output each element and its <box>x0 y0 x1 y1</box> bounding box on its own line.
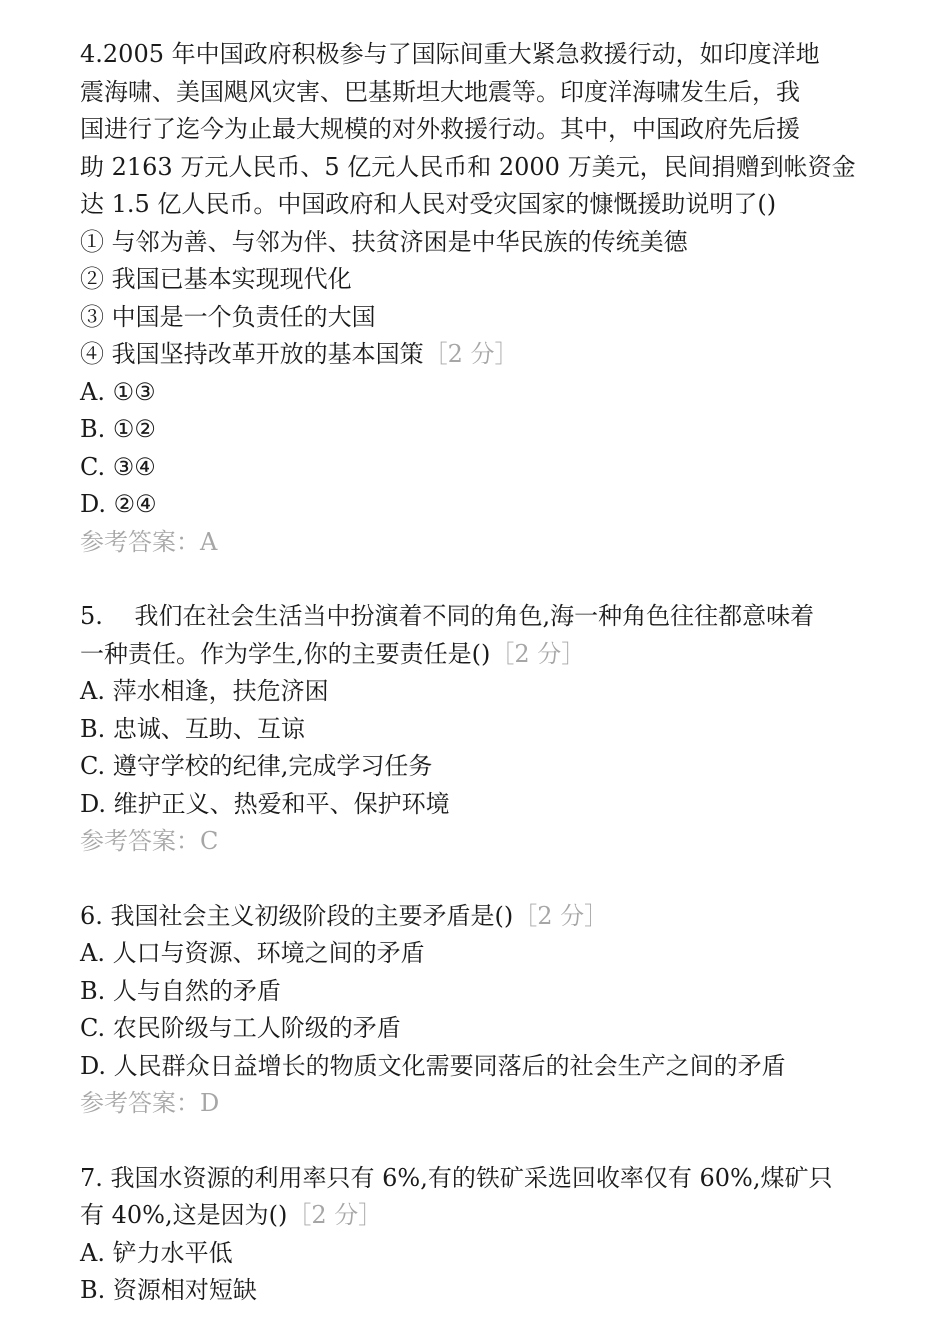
question-5 <box>80 598 880 861</box>
question-stem-text: 有 40%,这是因为() <box>80 1201 288 1229</box>
question-stem-line: 达 1.5 亿人民币。中国政府和人民对受灾国家的慷慨援助说明了() <box>80 190 777 218</box>
question-stem-line: 助 2163 万元人民币、5 亿元人民币和 2000 万美元，民间捐赠到帐资金 <box>80 152 856 181</box>
statement-1: ① 与邻为善、与邻为伴、扶贫济困是中华民族的传统美德 <box>80 227 688 256</box>
question-7 <box>80 1160 880 1310</box>
statement-2: ② 我国已基本实现现代化 <box>80 265 352 293</box>
option-a: A. 铲力水平低 <box>80 1238 233 1267</box>
option-b: B. 人与自然的矛盾 <box>80 976 281 1005</box>
option-b: B. 资源相对短缺 <box>80 1276 257 1304</box>
question-4 <box>80 36 880 561</box>
question-stem-line-with-score <box>80 636 880 674</box>
option-d: D. 人民群众日益增长的物质文化需要同落后的社会生产之间的矛盾 <box>80 1051 786 1080</box>
exam-page <box>80 36 880 1310</box>
question-stem-line-with-score <box>80 898 880 936</box>
question-6 <box>80 898 880 1123</box>
reference-answer: 参考答案：C <box>80 827 219 855</box>
question-stem-text: 6. 我国社会主义初级阶段的主要矛盾是() <box>80 901 514 930</box>
option-d: D. ②④ <box>80 490 157 518</box>
question-stem-line: 7. 我国水资源的利用率只有 6%,有的铁矿采选回收率仅有 60%,煤矿只 <box>80 1163 833 1192</box>
score-badge: ［2 分］ <box>423 340 519 368</box>
option-b: B. ①② <box>80 415 156 443</box>
option-c: C. 农民阶级与工人阶级的矛盾 <box>80 1014 401 1042</box>
question-stem-text: 一种责任。作为学生,你的主要责任是() <box>80 639 491 668</box>
question-stem-line: 5. 我们在社会生活当中扮演着不同的角色,海一种角色往往都意味着 <box>80 602 815 630</box>
statement-3: ③ 中国是一个负责任的大国 <box>80 302 376 331</box>
question-stem-line: 4.2005 年中国政府积极参与了国际间重大紧急救援行动，如印度洋地 <box>80 40 820 68</box>
question-stem-line: 国进行了迄今为止最大规模的对外救援行动。其中，中国政府先后援 <box>80 115 800 143</box>
option-c: C. ③④ <box>80 452 156 481</box>
statement-4-with-score <box>80 336 880 374</box>
option-a: A. 人口与资源、环境之间的矛盾 <box>80 939 425 967</box>
option-c: C. 遵守学校的纪律,完成学习任务 <box>80 752 433 780</box>
score-badge: ［2 分］ <box>490 639 586 668</box>
statement-4: ④ 我国坚持改革开放的基本国策 <box>80 340 424 368</box>
option-a: A. 萍水相逢，扶危济困 <box>80 677 329 705</box>
option-a: A. ①③ <box>80 377 156 406</box>
reference-answer: 参考答案：A <box>80 527 218 556</box>
option-d: D. 维护正义、热爱和平、保护环境 <box>80 789 450 818</box>
reference-answer: 参考答案：D <box>80 1089 220 1117</box>
question-stem-line-with-score <box>80 1197 880 1235</box>
option-b: B. 忠诚、互助、互谅 <box>80 714 305 743</box>
question-stem-line: 震海啸、美国飓风灾害、巴基斯坦大地震等。印度洋海啸发生后，我 <box>80 77 800 106</box>
score-badge: ［2 分］ <box>513 901 609 930</box>
score-badge: ［2 分］ <box>287 1201 383 1229</box>
